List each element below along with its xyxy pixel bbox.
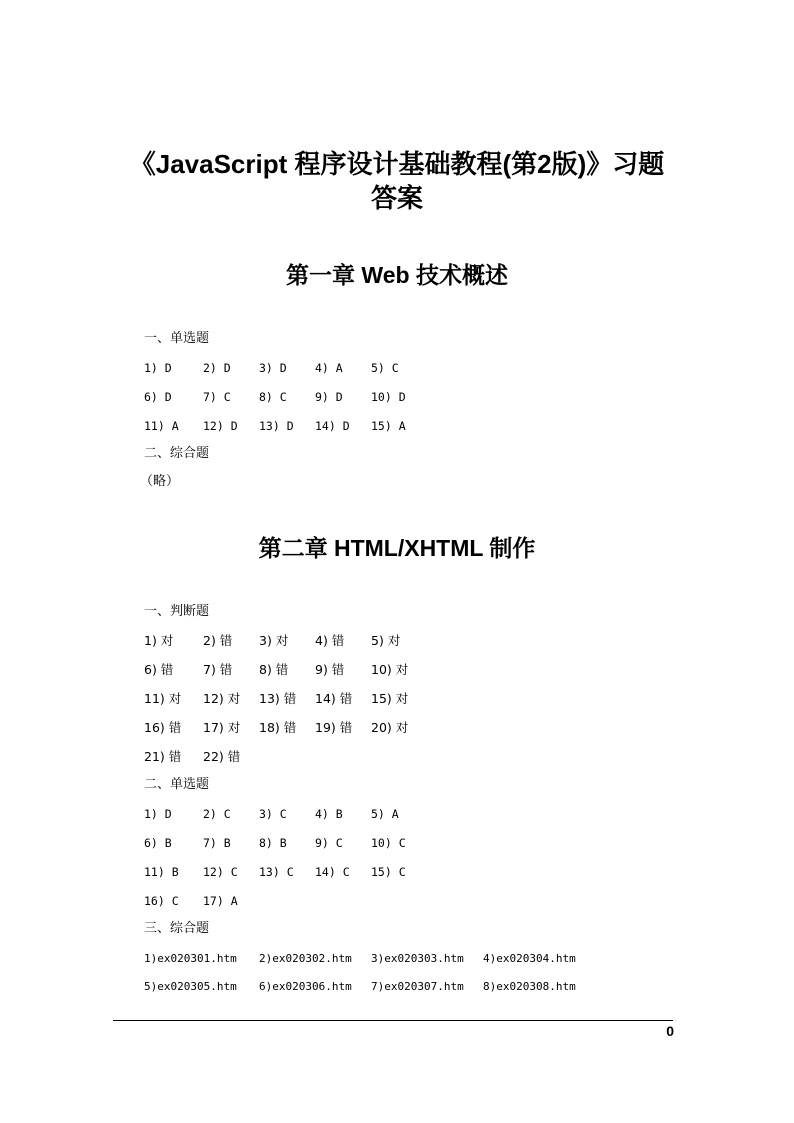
answer-item: 8) 错 (259, 662, 289, 677)
exercise-file: 3)ex020303.htm (371, 952, 464, 965)
answer-row (144, 417, 664, 435)
answer-item: 7) B (203, 836, 231, 850)
answer-item: 2) D (203, 361, 231, 375)
exercise-file: 4)ex020304.htm (483, 952, 576, 965)
answer-item: 17) 对 (203, 720, 241, 735)
page-number: 0 (666, 1023, 674, 1039)
answer-item: 6) D (144, 390, 172, 404)
answer-item: 10) D (371, 390, 406, 404)
answer-item: 15) A (371, 419, 406, 433)
answer-item: 10) C (371, 836, 406, 850)
answer-item: 17) A (203, 894, 238, 908)
answer-item: 7) C (203, 390, 231, 404)
answer-row (144, 690, 664, 708)
answer-item: 14) 错 (315, 691, 353, 706)
answer-item: 2) 错 (203, 633, 233, 648)
answer-row (144, 632, 664, 650)
answer-row (144, 359, 664, 377)
answer-row (144, 805, 664, 823)
exercise-file: 1)ex020301.htm (144, 952, 237, 965)
file-row (144, 950, 664, 968)
answer-item: 11) A (144, 419, 179, 433)
answer-item: 16) C (144, 894, 179, 908)
answer-item: 1) D (144, 807, 172, 821)
answer-row (144, 748, 664, 766)
document-title (100, 147, 694, 215)
file-row (144, 978, 664, 996)
chapter-2-title: 第二章 HTML/XHTML 制作 (258, 535, 536, 561)
answer-item: 15) 对 (371, 691, 409, 706)
answer-item: 12) D (203, 419, 238, 433)
footer-divider (113, 1020, 673, 1021)
answer-item: 16) 错 (144, 720, 182, 735)
answer-item: 11) B (144, 865, 179, 879)
chapter-1-title: 第一章 Web 技术概述 (286, 262, 508, 288)
exercise-file: 6)ex020306.htm (259, 980, 352, 993)
answer-item: 5) A (371, 807, 399, 821)
answer-row (144, 834, 664, 852)
chapter-1-section-single-choice-label: 一、单选题 (144, 331, 210, 346)
answer-item: 15) C (371, 865, 406, 879)
answer-item: 11) 对 (144, 691, 182, 706)
answer-item: 14) D (315, 419, 350, 433)
answer-item: 14) C (315, 865, 350, 879)
answer-item: 2) C (203, 807, 231, 821)
answer-item: 9) 错 (315, 662, 345, 677)
answer-item: 3) 对 (259, 633, 289, 648)
answer-item: 20) 对 (371, 720, 409, 735)
answer-item: 9) C (315, 836, 343, 850)
answer-item: 13) C (259, 865, 294, 879)
answer-item: 22) 错 (203, 749, 241, 764)
answer-item: 8) C (259, 390, 287, 404)
chapter-2-section-single-choice-label: 二、单选题 (144, 777, 210, 792)
answer-item: 13) 错 (259, 691, 297, 706)
answer-item: 6) B (144, 836, 172, 850)
answer-item: 9) D (315, 390, 343, 404)
chapter-2-section-comprehensive-label: 三、综合题 (144, 921, 210, 936)
answer-item: 12) 对 (203, 691, 241, 706)
answer-item: 18) 错 (259, 720, 297, 735)
answer-item: 19) 错 (315, 720, 353, 735)
exercise-file: 2)ex020302.htm (259, 952, 352, 965)
answer-row (144, 863, 664, 881)
answer-item: 13) D (259, 419, 294, 433)
answer-item: 3) C (259, 807, 287, 821)
chapter-2-section-true-false-label: 一、判断题 (144, 604, 210, 619)
answer-item: 12) C (203, 865, 238, 879)
answer-row (144, 892, 664, 910)
answer-item: 1) 对 (144, 633, 174, 648)
answer-item: 6) 错 (144, 662, 174, 677)
chapter-1-section-comprehensive-label: 二、综合题 (144, 446, 210, 461)
answer-item: 10) 对 (371, 662, 409, 677)
exercise-file: 7)ex020307.htm (371, 980, 464, 993)
answer-item: 4) B (315, 807, 343, 821)
answer-item: 21) 错 (144, 749, 182, 764)
answer-row (144, 661, 664, 679)
chapter-1-section-comprehensive-note: （略） (140, 474, 180, 489)
answer-item: 8) B (259, 836, 287, 850)
exercise-file: 8)ex020308.htm (483, 980, 576, 993)
answer-item: 3) D (259, 361, 287, 375)
document-title-line-2: 答案 (370, 183, 423, 213)
answer-row (144, 388, 664, 406)
answer-item: 5) 对 (371, 633, 401, 648)
answer-item: 7) 错 (203, 662, 233, 677)
answer-item: 4) A (315, 361, 343, 375)
answer-item: 4) 错 (315, 633, 345, 648)
answer-item: 1) D (144, 361, 172, 375)
exercise-file: 5)ex020305.htm (144, 980, 237, 993)
document-title-line-1: 《JavaScript 程序设计基础教程(第2版)》习题 (129, 149, 665, 179)
answer-row (144, 719, 664, 737)
answer-item: 5) C (371, 361, 399, 375)
